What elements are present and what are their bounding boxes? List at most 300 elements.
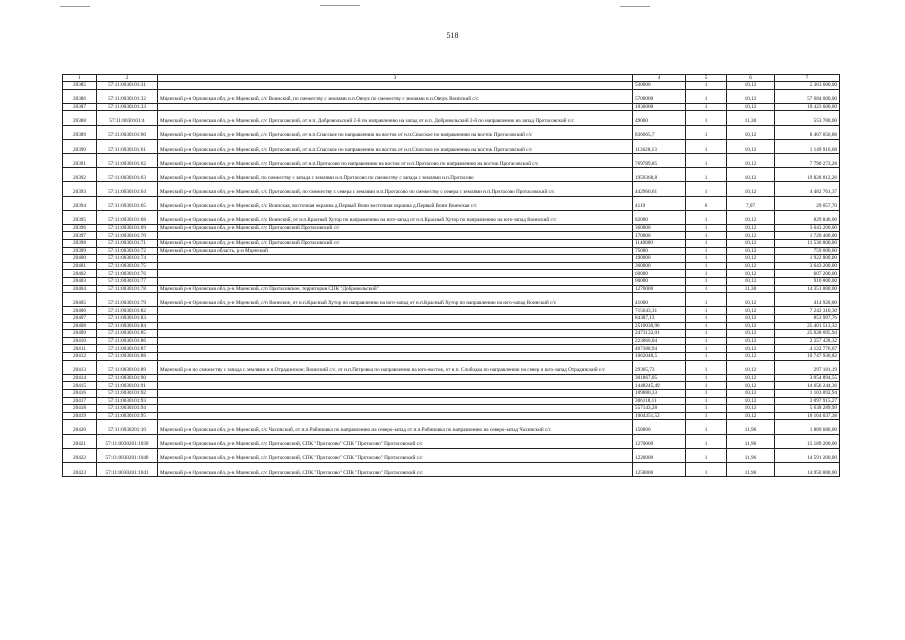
address-cell: Мценский р-н Орловская обл, р-н Мценский, с/с Протасовский, СПК "Протасово" СПК "Протасово" Протасовский с/с — [158, 434, 633, 448]
count-cell: 1 — [686, 405, 727, 413]
row-number-cell: 20385 — [63, 82, 97, 90]
table-header-row — [63, 75, 840, 82]
value-cell: 853 997,76 — [775, 315, 840, 323]
cadastral-number-cell: 57:11:0030101:75 — [97, 262, 158, 270]
area-cell: 49000 — [633, 111, 686, 125]
row-number-cell: 20418 — [63, 405, 97, 413]
value-cell: 607 200,00 — [775, 270, 840, 278]
cadastral-number-cell: 57:11:0030101:92 — [97, 389, 158, 397]
table-row — [63, 89, 840, 103]
count-cell: 1 — [686, 255, 727, 263]
column-header: 7 — [775, 75, 840, 82]
rate-cell: 11,96 — [727, 462, 775, 476]
table-row — [63, 412, 840, 420]
count-cell: 1 — [686, 462, 727, 476]
address-cell: Мценский р-н Орловская обл, р-н Мценский, с/с Протасовский, СПК "Протасово" СПК "Протасово" Протасовский с/с — [158, 448, 633, 462]
area-cell: 158000 — [633, 420, 686, 434]
value-cell: 2 257 428,32 — [775, 337, 840, 345]
count-cell: 1 — [686, 182, 727, 196]
value-cell: 7 790 273,28 — [775, 153, 840, 167]
count-cell: 1 — [686, 89, 727, 103]
table-body — [63, 82, 840, 477]
address-cell: Мценский р-н Орловская обл, р-н Мценский, с/с Воинский, от н.п.Красный Хутор по направлению на юго-запад от н.п.Красный Хутор по направлению на юго-запад Воинский с/с — [158, 210, 633, 224]
value-cell: 910 800,00 — [775, 278, 840, 286]
count-cell: 1 — [686, 382, 727, 390]
area-cell: 442960,61 — [633, 182, 686, 196]
value-cell: 759 000,00 — [775, 247, 840, 255]
cadastral-number-cell: 57:11:0030101:69 — [97, 224, 158, 232]
rate-cell: 10,12 — [727, 224, 775, 232]
value-cell: 1 922 800,00 — [775, 255, 840, 263]
cadastral-number-cell: 57:11:0030101:85 — [97, 330, 158, 338]
value-cell: 297 181,19 — [775, 360, 840, 374]
value-cell: 14 950 000,00 — [775, 462, 840, 476]
table-row — [63, 285, 840, 293]
value-cell: 829 840,00 — [775, 210, 840, 224]
value-cell: 3 054 894,55 — [775, 374, 840, 382]
table-row — [63, 232, 840, 240]
table-row — [63, 352, 840, 360]
address-cell — [158, 389, 633, 397]
address-cell: Мценский р-н Орловская обл, р-н Мценский, с/с Воинский, по смежеству с землями н.п.Овчук по смежеству с землями н.п.Овчук Воинский с/с — [158, 89, 633, 103]
rate-cell: 10,12 — [727, 103, 775, 111]
area-cell: 530000 — [633, 82, 686, 90]
value-cell: 1 720 400,00 — [775, 232, 840, 240]
address-cell: Мценский р-н Орловская обл, р-н Мценский, с/п Воинское, от н.п.Красный Хутор по направлению на юго-запад от н.п.Красный Хутор по направлению на юго-запад Воинский с/с — [158, 293, 633, 307]
row-number-cell: 20394 — [63, 196, 97, 210]
address-cell: Мценский р-н Орловская обл, р-н Мценский, с/с Протасовский, от н.п. Добровольский 2-й по направлению на запад от н.п. Добровольский 2-й по направлению на запад Протасовский с/с — [158, 111, 633, 125]
rate-cell: 11,96 — [727, 448, 775, 462]
count-cell: 1 — [686, 240, 727, 248]
value-cell: 15 189 200,00 — [775, 434, 840, 448]
rate-cell: 10,12 — [727, 352, 775, 360]
table-row — [63, 315, 840, 323]
rate-cell: 10,12 — [727, 322, 775, 330]
table-row — [63, 270, 840, 278]
count-cell: 1 — [686, 397, 727, 405]
rate-cell: 11,96 — [727, 434, 775, 448]
count-cell: 1 — [686, 111, 727, 125]
table-row — [63, 360, 840, 374]
row-number-cell: 20407 — [63, 315, 97, 323]
area-cell: 41000 — [633, 293, 686, 307]
rate-cell: 10,12 — [727, 315, 775, 323]
rate-cell: 10,12 — [727, 247, 775, 255]
address-cell: Мценский р-н Орловская обл, р-н Мценский, с/с Протасовский Протасовский с/с — [158, 224, 633, 232]
address-cell — [158, 345, 633, 353]
rate-cell: 10,12 — [727, 270, 775, 278]
row-number-cell: 20420 — [63, 420, 97, 434]
address-cell — [158, 307, 633, 315]
cadastral-number-cell: 57:11:0030201:1040 — [97, 448, 158, 462]
value-cell: 3 097 915,27 — [775, 397, 840, 405]
count-cell: 1 — [686, 262, 727, 270]
area-cell: 715643,31 — [633, 307, 686, 315]
table-row — [63, 210, 840, 224]
rate-cell: 10,12 — [727, 89, 775, 103]
value-cell: 3 643 200,00 — [775, 262, 840, 270]
address-cell: Мценский р-н по смежеству с запада с землями н.п.Отрадинское; Воинский с/с, от н.п.Петровка по направлению на юго-восток, от н.п. Слободка по направлению на север и юго-запад Отрадинский с/с — [158, 360, 633, 374]
count-cell: 1 — [686, 139, 727, 153]
cadastral-number-cell: 57:11:0030101:72 — [97, 247, 158, 255]
value-cell: 414 920,00 — [775, 293, 840, 307]
area-cell: 170000 — [633, 232, 686, 240]
table-row — [63, 322, 840, 330]
table-row — [63, 307, 840, 315]
cadastral-number-cell: 57:11:0030101:87 — [97, 345, 158, 353]
address-cell — [158, 255, 633, 263]
area-cell: 1448245,49 — [633, 382, 686, 390]
area-cell: 1270000 — [633, 285, 686, 293]
table-row — [63, 196, 840, 210]
count-cell: 1 — [686, 103, 727, 111]
address-cell — [158, 322, 633, 330]
address-cell — [158, 270, 633, 278]
count-cell: 1 — [686, 232, 727, 240]
rate-cell: 10,12 — [727, 397, 775, 405]
count-cell: 1 — [686, 224, 727, 232]
address-cell — [158, 278, 633, 286]
value-cell: 10 423 600,00 — [775, 103, 840, 111]
area-cell: 360000 — [633, 262, 686, 270]
rate-cell: 10,12 — [727, 210, 775, 224]
count-cell: 1 — [686, 337, 727, 345]
count-cell: 1 — [686, 168, 727, 182]
cadastral-number-cell: 57:11:0030101:89 — [97, 360, 158, 374]
cadastral-number-cell: 57:11:0030101:32 — [97, 89, 158, 103]
value-cell: 14 591 200,00 — [775, 448, 840, 462]
cadastral-table — [62, 74, 840, 477]
address-cell: Мценский р-н Орловская обл, р-н Мценский, с/с Протасовский, по смежеству с севера с землями н.п.Протасово по смежеству с севера с землями н.п.Протасово Протасовский с/с — [158, 182, 633, 196]
count-cell: 1 — [686, 210, 727, 224]
row-number-cell: 20410 — [63, 337, 97, 345]
area-cell: 2473132,01 — [633, 330, 686, 338]
rate-cell: 10,12 — [727, 240, 775, 248]
area-cell: 557143,28 — [633, 405, 686, 413]
area-cell: 769789,85 — [633, 153, 686, 167]
area-cell: 1250000 — [633, 462, 686, 476]
address-cell: Мценский р-н Орловская обл, р-н Мценский, с/с Протасовский, от н.п.Протасово по направлению на восток от н.п.Протасово по направлению на восток Протасовский с/с — [158, 153, 633, 167]
count-cell: 1 — [686, 345, 727, 353]
row-number-cell: 20422 — [63, 448, 97, 462]
table-row — [63, 434, 840, 448]
rate-cell: 10,12 — [727, 139, 775, 153]
rate-cell: 10,12 — [727, 389, 775, 397]
count-cell: 6 — [686, 196, 727, 210]
value-cell: 3 643 200,00 — [775, 224, 840, 232]
area-cell: 223066,04 — [633, 337, 686, 345]
cadastral-number-cell: 57:11:0030101:4 — [97, 111, 158, 125]
rate-cell: 10,12 — [727, 153, 775, 167]
cadastral-number-cell: 57:11:0030101:61 — [97, 139, 158, 153]
value-cell: 553 700,00 — [775, 111, 840, 125]
table-row — [63, 382, 840, 390]
row-number-cell: 20413 — [63, 360, 97, 374]
value-cell: 11 536 800,00 — [775, 240, 840, 248]
count-cell: 1 — [686, 352, 727, 360]
row-number-cell: 20401 — [63, 262, 97, 270]
area-cell: 306118,11 — [633, 397, 686, 405]
area-cell: 60000 — [633, 270, 686, 278]
count-cell: 1 — [686, 315, 727, 323]
table-row — [63, 397, 840, 405]
area-cell: 113628,13 — [633, 139, 686, 153]
row-number-cell: 20405 — [63, 293, 97, 307]
value-cell: 4 482 761,37 — [775, 182, 840, 196]
cadastral-number-cell: 57:11:0030101:74 — [97, 255, 158, 263]
table-row — [63, 330, 840, 338]
table-row — [63, 111, 840, 125]
cadastral-number-cell: 57:11:0030101:64 — [97, 182, 158, 196]
cadastral-number-cell: 57:11:0030201:10 — [97, 420, 158, 434]
rate-cell: 10,12 — [727, 307, 775, 315]
area-cell: 836665,7 — [633, 125, 686, 139]
cadastral-number-cell: 57:11:0030101:88 — [97, 352, 158, 360]
area-cell: 90000 — [633, 278, 686, 286]
count-cell: 1 — [686, 420, 727, 434]
cadastral-number-cell: 57:11:0030201:1039 — [97, 434, 158, 448]
cadastral-number-cell: 57:11:0030101:93 — [97, 397, 158, 405]
cadastral-number-cell: 57:11:0030101:70 — [97, 232, 158, 240]
value-cell: 25 028 095,94 — [775, 330, 840, 338]
count-cell: 1 — [686, 125, 727, 139]
column-header: 4 — [633, 75, 686, 82]
table-row — [63, 182, 840, 196]
rate-cell: 10,12 — [727, 405, 775, 413]
row-number-cell: 20409 — [63, 330, 97, 338]
rate-cell: 10,12 — [727, 374, 775, 382]
value-cell: 5 363 600,00 — [775, 82, 840, 90]
area-cell: 1959368,8 — [633, 168, 686, 182]
count-cell: 1 — [686, 330, 727, 338]
address-cell — [158, 412, 633, 420]
cadastral-number-cell: 57:11:0030101:68 — [97, 210, 158, 224]
scan-artifact — [620, 6, 650, 7]
area-cell: 1270000 — [633, 434, 686, 448]
rate-cell: 10,12 — [727, 232, 775, 240]
cadastral-number-cell: 57:11:0030101:78 — [97, 285, 158, 293]
row-number-cell: 20406 — [63, 307, 97, 315]
table-row — [63, 374, 840, 382]
rate-cell: 10,12 — [727, 262, 775, 270]
rate-cell: 10,12 — [727, 412, 775, 420]
address-cell: Мценский р-н Орловская обл, р-н Мценский, по смежеству с запада с землями н.п.Протасово по смежеству с запада с землями н.п.Протасово — [158, 168, 633, 182]
address-cell — [158, 382, 633, 390]
address-cell — [158, 232, 633, 240]
address-cell — [158, 330, 633, 338]
column-header: 5 — [686, 75, 727, 82]
column-header: 6 — [727, 75, 775, 82]
cadastral-number-cell: 57:11:0030101:86 — [97, 337, 158, 345]
address-cell: Мценский р-н Орловская область, р-н Мценский — [158, 247, 633, 255]
rate-cell: 10,12 — [727, 360, 775, 374]
scan-artifact — [60, 6, 90, 7]
table-row — [63, 262, 840, 270]
row-number-cell: 20417 — [63, 397, 97, 405]
cadastral-number-cell: 57:11:0030101:63 — [97, 168, 158, 182]
cadastral-number-cell: 57:11:0030101:83 — [97, 315, 158, 323]
row-number-cell: 20411 — [63, 345, 97, 353]
cadastral-number-cell: 57:11:0030101:65 — [97, 196, 158, 210]
value-cell: 5 638 289,99 — [775, 405, 840, 413]
area-cell: 84387,13 — [633, 315, 686, 323]
area-cell: 1140000 — [633, 240, 686, 248]
row-number-cell: 20392 — [63, 168, 97, 182]
address-cell: Мценский р-н Орловская обл, р-н Мценский, с/с Протасовский, от н.п.Спасское по направлению на восток от н.п.Спасское по направлению на восток Протасовский с/с — [158, 139, 633, 153]
table-row — [63, 293, 840, 307]
area-cell: 1062048,5 — [633, 352, 686, 360]
cadastral-number-cell: 57:11:0030101:94 — [97, 405, 158, 413]
table-row — [63, 82, 840, 90]
table-row — [63, 337, 840, 345]
area-cell: 75000 — [633, 247, 686, 255]
count-cell: 1 — [686, 322, 727, 330]
row-number-cell: 20386 — [63, 89, 97, 103]
row-number-cell: 20403 — [63, 278, 97, 286]
area-cell: 190000 — [633, 255, 686, 263]
area-cell: 1030000 — [633, 103, 686, 111]
area-cell: 1220000 — [633, 448, 686, 462]
row-number-cell: 20397 — [63, 232, 97, 240]
column-header: 1 — [63, 75, 97, 82]
table-row — [63, 420, 840, 434]
row-number-cell: 20414 — [63, 374, 97, 382]
table-row — [63, 240, 840, 248]
address-cell: Мценский р-н Орловская обл, р-н Мценский, с/п Протасовское, территория СПК "Добровольский" — [158, 285, 633, 293]
rate-cell: 10,12 — [727, 125, 775, 139]
value-cell: 29 057,70 — [775, 196, 840, 210]
row-number-cell: 20419 — [63, 412, 97, 420]
value-cell: 25 401 513,32 — [775, 322, 840, 330]
count-cell: 1 — [686, 374, 727, 382]
page-number: 518 — [446, 31, 459, 40]
cadastral-number-cell: 57:11:0030101:95 — [97, 412, 158, 420]
row-number-cell: 20396 — [63, 224, 97, 232]
address-cell — [158, 337, 633, 345]
cadastral-number-cell: 57:11:0030101:76 — [97, 270, 158, 278]
row-number-cell: 20400 — [63, 255, 97, 263]
address-cell — [158, 82, 633, 90]
rate-cell: 11,30 — [727, 285, 775, 293]
address-cell — [158, 103, 633, 111]
address-cell — [158, 374, 633, 382]
cadastral-number-cell: 57:11:0030101:82 — [97, 307, 158, 315]
area-cell: 301867,05 — [633, 374, 686, 382]
address-cell: Мценский р-н Орловская обл, р-н Мценский, с/с Протасовский Протасовский с/с — [158, 240, 633, 248]
row-number-cell: 20391 — [63, 153, 97, 167]
row-number-cell: 20388 — [63, 111, 97, 125]
table-row — [63, 103, 840, 111]
area-cell: 4110 — [633, 196, 686, 210]
rate-cell: 11,30 — [727, 111, 775, 125]
cadastral-number-cell: 57:11:0030101:31 — [97, 82, 158, 90]
address-cell: Мценский р-н Орловская обл, р-н Мценский, с/с Воинская, восточная окраина д.Первый Воин восточная окраина д.Первый Воин Воинская с/с — [158, 196, 633, 210]
table-row — [63, 345, 840, 353]
area-cell: 2510030,96 — [633, 322, 686, 330]
table-row — [63, 462, 840, 476]
row-number-cell: 20412 — [63, 352, 97, 360]
row-number-cell: 20402 — [63, 270, 97, 278]
count-cell: 1 — [686, 82, 727, 90]
count-cell: 1 — [686, 434, 727, 448]
area-cell: 1004351,52 — [633, 412, 686, 420]
cadastral-number-cell: 57:11:0030101:77 — [97, 278, 158, 286]
row-number-cell: 20423 — [63, 462, 97, 476]
address-cell — [158, 262, 633, 270]
cadastral-number-cell: 57:11:0030201:1041 — [97, 462, 158, 476]
count-cell: 1 — [686, 270, 727, 278]
row-number-cell: 20416 — [63, 389, 97, 397]
area-cell: 360000 — [633, 224, 686, 232]
cadastral-number-cell: 57:11:0030101:79 — [97, 293, 158, 307]
table-row — [63, 139, 840, 153]
rate-cell: 10,12 — [727, 82, 775, 90]
area-cell: 29365,73 — [633, 360, 686, 374]
table-row — [63, 247, 840, 255]
cadastral-number-cell: 57:11:0030101:84 — [97, 322, 158, 330]
table-row — [63, 405, 840, 413]
address-cell — [158, 405, 633, 413]
count-cell: 1 — [686, 247, 727, 255]
row-number-cell: 20389 — [63, 125, 97, 139]
rate-cell: 10,12 — [727, 278, 775, 286]
cadastral-number-cell: 57:11:0030101:62 — [97, 153, 158, 167]
rate-cell: 10,12 — [727, 337, 775, 345]
address-cell — [158, 397, 633, 405]
address-cell: Мценский р-н Орловская обл, р-н Мценский, с/с Протасовский, от н.п.Спасское по направлению на восток от н.п.Спасское по направлению на восток Протасовский с/с — [158, 125, 633, 139]
value-cell: 7 242 310,30 — [775, 307, 840, 315]
row-number-cell: 20393 — [63, 182, 97, 196]
column-header: 3 — [158, 75, 633, 82]
value-cell: 1 889 680,00 — [775, 420, 840, 434]
area-cell: 407388,94 — [633, 345, 686, 353]
table-row — [63, 153, 840, 167]
value-cell: 10 747 930,82 — [775, 352, 840, 360]
value-cell: 4 122 776,07 — [775, 345, 840, 353]
count-cell: 1 — [686, 285, 727, 293]
cadastral-number-cell: 57:11:0030101:33 — [97, 103, 158, 111]
rate-cell: 10,12 — [727, 293, 775, 307]
address-cell — [158, 352, 633, 360]
row-number-cell: 20398 — [63, 240, 97, 248]
value-cell: 1 149 916,68 — [775, 139, 840, 153]
cadastral-number-cell: 57:11:0030101:71 — [97, 240, 158, 248]
rate-cell: 7,07 — [727, 196, 775, 210]
count-cell: 1 — [686, 448, 727, 462]
cadastral-number-cell: 57:11:0030101:91 — [97, 382, 158, 390]
table-row — [63, 278, 840, 286]
value-cell: 8 467 056,88 — [775, 125, 840, 139]
rate-cell: 10,12 — [727, 345, 775, 353]
value-cell: 14 351 000,00 — [775, 285, 840, 293]
scan-artifact — [320, 5, 360, 6]
table-row — [63, 389, 840, 397]
count-cell: 1 — [686, 307, 727, 315]
row-number-cell: 20387 — [63, 103, 97, 111]
value-cell: 10 164 037,38 — [775, 412, 840, 420]
value-cell: 19 828 812,26 — [775, 168, 840, 182]
row-number-cell: 20399 — [63, 247, 97, 255]
area-cell: 82000 — [633, 210, 686, 224]
area-cell: 109080,33 — [633, 389, 686, 397]
row-number-cell: 20408 — [63, 322, 97, 330]
area-cell: 5700000 — [633, 89, 686, 103]
rate-cell: 10,12 — [727, 382, 775, 390]
rate-cell: 10,12 — [727, 168, 775, 182]
row-number-cell: 20421 — [63, 434, 97, 448]
cadastral-number-cell: 57:11:0030101:60 — [97, 125, 158, 139]
table-row — [63, 255, 840, 263]
